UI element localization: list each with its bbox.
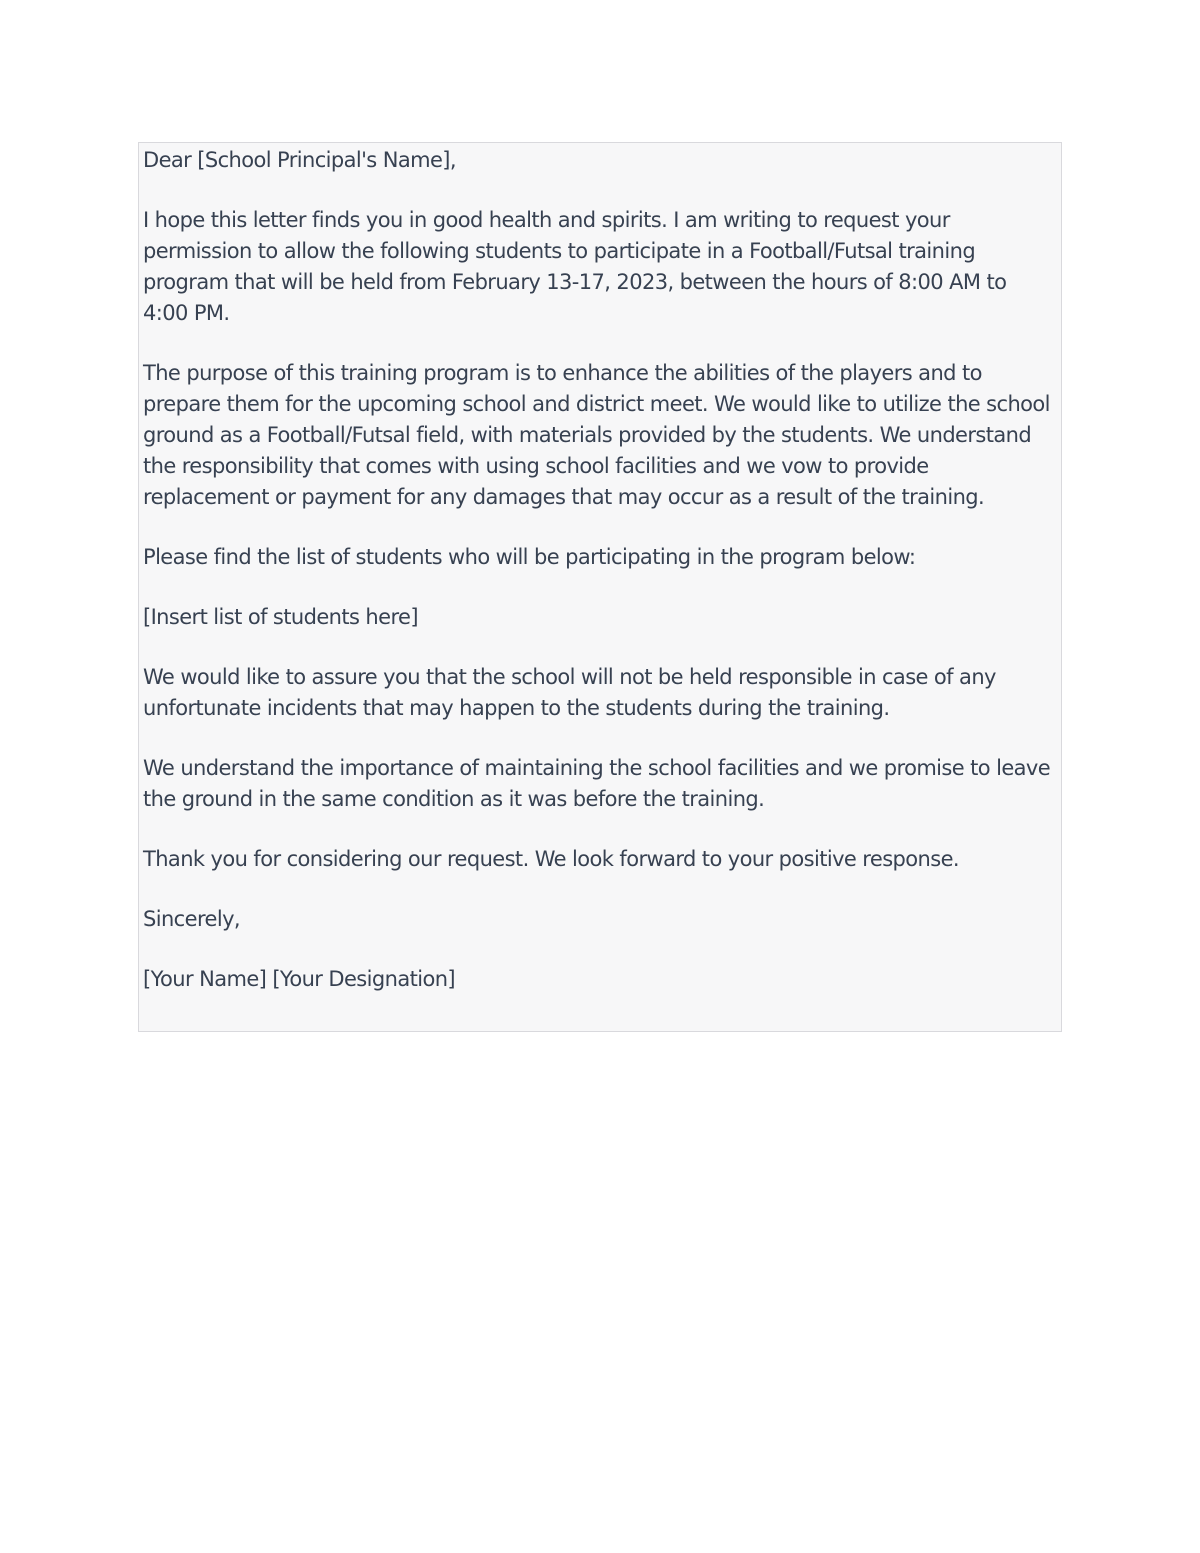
letter-paragraph-request: I hope this letter finds you in good health and spirits. I am writing to request your permission to allow the following students to participate in a Football/Futsal training program that will be held from February 13-17, 2023, between the hours of 8:00 AM to 4:00 PM. xyxy=(143,208,1007,325)
letter-paragraph-thanks: Thank you for considering our request. We look forward to your positive response. xyxy=(143,847,959,871)
letter-paragraph-purpose: The purpose of this training program is to enhance the abilities of the players and to prepare them for the upcoming school and district meet. We would like to utilize the school ground as a Football/Futsal field, with materials provided by the students. We understand the responsibility that comes with using school facilities and we vow to provide replacement or payment for any damages that may occur as a result of the training. xyxy=(143,361,1050,509)
letter-closing: Sincerely, xyxy=(143,907,240,931)
letter-paragraph-facilities: We understand the importance of maintaining the school facilities and we promise to leave the ground in the same condition as it was before the training. xyxy=(143,756,1051,811)
letter-salutation: Dear [School Principal's Name], xyxy=(143,148,456,172)
letter-paragraph-list-intro: Please find the list of students who will be participating in the program below: xyxy=(143,545,916,569)
letter-text-box xyxy=(138,142,1062,1032)
letter-paragraph-student-list: [Insert list of students here] xyxy=(143,605,418,629)
letter-signature: [Your Name] [Your Designation] xyxy=(143,967,456,991)
letter-paragraph-liability: We would like to assure you that the school will not be held responsible in case of any unfortunate incidents that may happen to the students during the training. xyxy=(143,665,996,720)
